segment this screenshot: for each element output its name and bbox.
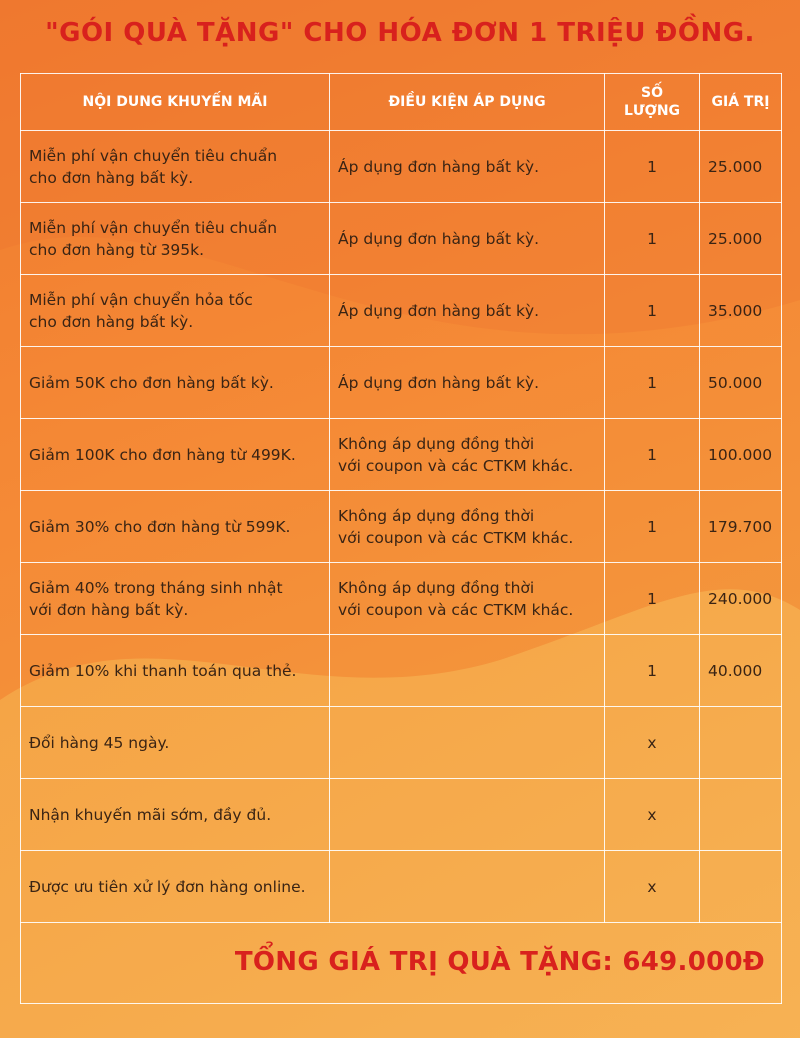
promo-content-line1: Giảm 50K cho đơn hàng bất kỳ. [29, 373, 274, 392]
promo-content-line1: Giảm 30% cho đơn hàng từ 599K. [29, 517, 291, 536]
condition-line1: Không áp dụng đồng thời [338, 434, 535, 453]
value-cell: 25.000 [700, 203, 782, 275]
promo-content-line1: Miễn phí vận chuyển tiêu chuẩn [29, 146, 278, 165]
condition-line2: với coupon và các CTKM khác. [338, 528, 574, 547]
condition-cell [330, 779, 605, 851]
promo-content-line2: cho đơn hàng bất kỳ. [29, 168, 194, 187]
promo-content-line2: với đơn hàng bất kỳ. [29, 600, 189, 619]
quantity-cell: x [605, 851, 700, 923]
header-quantity [605, 74, 700, 131]
value-cell: 25.000 [700, 131, 782, 203]
condition-line2: với coupon và các CTKM khác. [338, 600, 574, 619]
promo-content-cell [21, 275, 330, 347]
table-row [21, 491, 782, 563]
quantity-cell: 1 [605, 635, 700, 707]
header-condition: ĐIỀU KIỆN ÁP DỤNG [330, 74, 605, 131]
quantity-cell: 1 [605, 203, 700, 275]
quantity-cell: x [605, 779, 700, 851]
condition-cell [330, 491, 605, 563]
promo-content-line2: cho đơn hàng bất kỳ. [29, 312, 194, 331]
table-row [21, 419, 782, 491]
promo-content-line1: Nhận khuyến mãi sớm, đầy đủ. [29, 805, 272, 824]
condition-cell [330, 131, 605, 203]
condition-line1: Áp dụng đơn hàng bất kỳ. [338, 301, 540, 320]
promo-content-line1: Giảm 40% trong tháng sinh nhật [29, 578, 283, 597]
table-row [21, 851, 782, 923]
promo-content-line1: Giảm 10% khi thanh toán qua thẻ. [29, 661, 297, 680]
promo-content-cell [21, 851, 330, 923]
promo-content-line1: Miễn phí vận chuyển tiêu chuẩn [29, 218, 278, 237]
page-title: "GÓI QUÀ TẶNG" CHO HÓA ĐƠN 1 TRIỆU ĐỒNG. [45, 18, 755, 48]
table-row [21, 347, 782, 419]
promo-content-cell [21, 131, 330, 203]
condition-cell [330, 635, 605, 707]
quantity-cell: x [605, 707, 700, 779]
quantity-cell: 1 [605, 131, 700, 203]
value-cell [700, 851, 782, 923]
condition-cell [330, 419, 605, 491]
value-cell: 35.000 [700, 275, 782, 347]
condition-cell [330, 275, 605, 347]
header-quantity-line2: LƯỢNG [623, 103, 681, 119]
table-row [21, 131, 782, 203]
table-row [21, 707, 782, 779]
condition-cell [330, 203, 605, 275]
total-row [21, 923, 782, 1004]
quantity-cell: 1 [605, 275, 700, 347]
header-quantity-line1: SỐ [641, 85, 663, 101]
table-row [21, 203, 782, 275]
header-content: NỘI DUNG KHUYẾN MÃI [21, 74, 330, 131]
condition-line1: Không áp dụng đồng thời [338, 578, 535, 597]
condition-cell [330, 707, 605, 779]
value-cell: 40.000 [700, 635, 782, 707]
promo-content-cell [21, 419, 330, 491]
promo-content-cell [21, 347, 330, 419]
promo-content-cell [21, 203, 330, 275]
value-cell [700, 707, 782, 779]
value-cell: 179.700 [700, 491, 782, 563]
total-value: TỔNG GIÁ TRỊ QUÀ TẶNG: 649.000Đ [234, 946, 765, 977]
promo-content-line1: Được ưu tiên xử lý đơn hàng online. [29, 877, 306, 896]
value-cell [700, 779, 782, 851]
promo-content-cell [21, 779, 330, 851]
promo-content-cell [21, 635, 330, 707]
quantity-cell: 1 [605, 563, 700, 635]
condition-line1: Không áp dụng đồng thời [338, 506, 535, 525]
condition-line1: Áp dụng đơn hàng bất kỳ. [338, 373, 540, 392]
table-row [21, 635, 782, 707]
promo-content-line1: Miễn phí vận chuyển hỏa tốc [29, 290, 253, 309]
promo-content-cell [21, 707, 330, 779]
condition-cell [330, 563, 605, 635]
quantity-cell: 1 [605, 491, 700, 563]
quantity-cell: 1 [605, 347, 700, 419]
total-cell [21, 923, 782, 1004]
promo-content-line1: Đổi hàng 45 ngày. [29, 733, 170, 752]
promo-content-line1: Giảm 100K cho đơn hàng từ 499K. [29, 445, 296, 464]
condition-line2: với coupon và các CTKM khác. [338, 456, 574, 475]
quantity-cell: 1 [605, 419, 700, 491]
value-cell: 240.000 [700, 563, 782, 635]
condition-cell [330, 851, 605, 923]
table-row [21, 275, 782, 347]
condition-line1: Áp dụng đơn hàng bất kỳ. [338, 229, 540, 248]
table-row [21, 563, 782, 635]
promo-content-cell [21, 491, 330, 563]
condition-line1: Áp dụng đơn hàng bất kỳ. [338, 157, 540, 176]
condition-cell [330, 347, 605, 419]
promo-content-cell [21, 563, 330, 635]
value-cell: 50.000 [700, 347, 782, 419]
promo-content-line2: cho đơn hàng từ 395k. [29, 240, 205, 259]
table-header-row [21, 74, 782, 131]
table-row [21, 779, 782, 851]
value-cell: 100.000 [700, 419, 782, 491]
header-value: GIÁ TRỊ [700, 74, 782, 131]
promotion-table [20, 73, 782, 1004]
